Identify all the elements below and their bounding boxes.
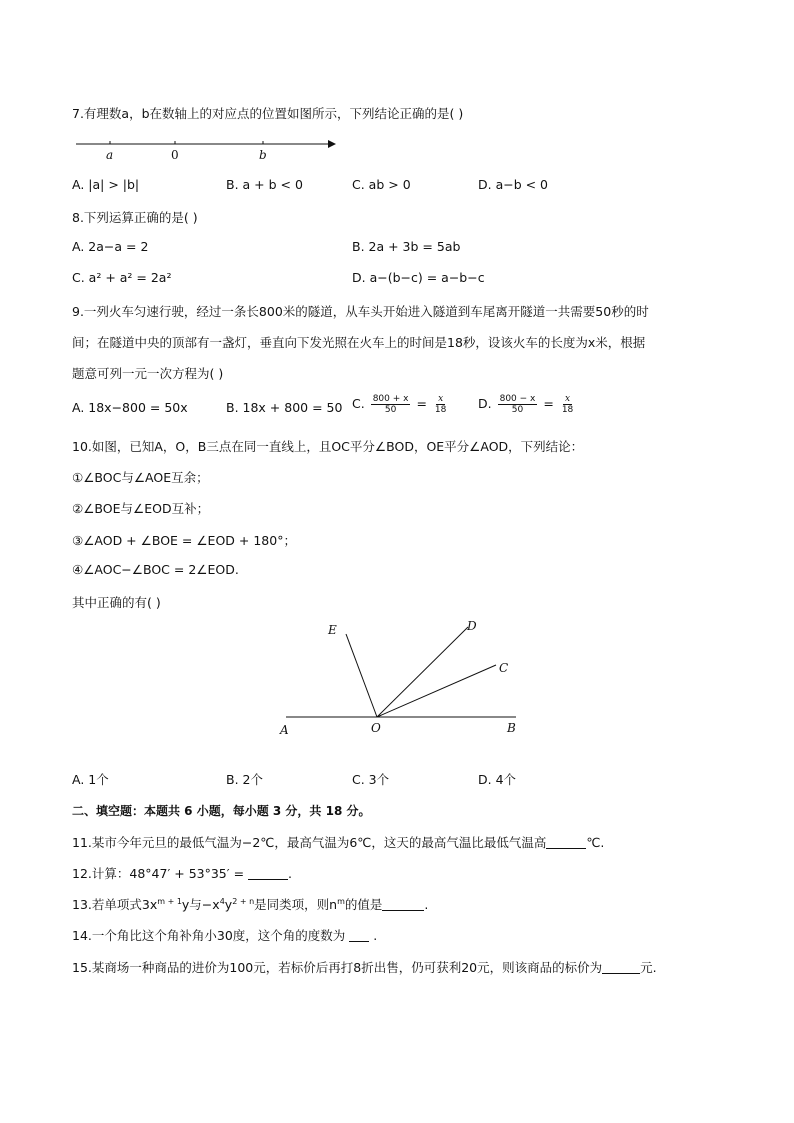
q13-sup1: m + 1 (157, 896, 182, 906)
q10-stem: 10.如图，已知A，O，B三点在同一直线上，且OC平分∠BOD，OE平分∠AOD，下列结论： (72, 439, 584, 454)
q10-ask: 其中正确的有( ) (72, 595, 161, 610)
q7-number-line (72, 132, 342, 166)
numberline-label-a: a (106, 148, 114, 162)
q9-c-equals: = (416, 396, 427, 411)
q12-text: 12.计算：48°47′ + 53°35′ = (72, 866, 245, 881)
q14 (72, 926, 377, 944)
figure-label-c: C (499, 661, 509, 675)
q13-sup4: m (337, 896, 345, 906)
q13-mid4: 的值是 (344, 897, 383, 912)
q10-option-b: B. 2个 (226, 772, 263, 787)
figure-label-e: E (328, 623, 337, 637)
q9-option-d-left-fraction (498, 394, 538, 415)
q7-option-b: B. a + b < 0 (226, 177, 303, 192)
q13-tail: . (424, 897, 429, 912)
q9-d-right-denominator: 18 (561, 405, 574, 415)
figure-label-a: A (280, 723, 289, 737)
q9-option-c-right-fraction (433, 394, 448, 415)
q9-option-c-left-fraction (371, 394, 411, 415)
q10-statement-4: ④∠AOC−∠BOC = 2∠EOD. (72, 562, 239, 577)
q9-line3: 题意可列一元一次方程为( ) (72, 366, 224, 381)
q9-option-d-right-fraction (560, 394, 575, 415)
q8-option-b: B. 2a + 3b = 5ab (352, 239, 461, 254)
q9-option-d (478, 394, 577, 415)
q9-d-denominator: 50 (511, 405, 524, 415)
q10-statement-3: ③∠AOD + ∠BOE = ∠EOD + 180°； (72, 533, 296, 548)
q11-tail: ℃. (586, 835, 605, 850)
q15-tail: 元. (640, 960, 657, 975)
q7-option-c: C. ab > 0 (352, 177, 411, 192)
q9-c-denominator: 50 (384, 405, 397, 415)
q9-option-c (352, 394, 450, 415)
q8-option-d: D. a−(b−c) = a−b−c (352, 270, 485, 285)
q9-option-a: A. 18x−800 = 50x (72, 400, 188, 415)
q12-answer-blank[interactable] (248, 867, 288, 880)
q8-option-c: C. a² + a² = 2a² (72, 270, 172, 285)
q13-answer-blank[interactable] (382, 898, 424, 911)
figure-label-o: O (371, 721, 381, 735)
q14-answer-blank[interactable] (349, 929, 369, 942)
q9-option-b: B. 18x + 800 = 50 (226, 400, 343, 415)
q14-tail: . (373, 928, 378, 943)
figure-label-d: D (467, 619, 477, 633)
q12 (72, 864, 292, 882)
q15-answer-blank[interactable] (602, 961, 640, 974)
section-2-heading: 二、填空题：本题共 6 小题，每小题 3 分，共 18 分。 (72, 804, 371, 818)
q10-option-a: A. 1个 (72, 772, 109, 787)
q13-mid2: y (224, 897, 233, 912)
q7-option-d: D. a−b < 0 (478, 177, 549, 192)
q13-sup2: 4 (219, 896, 225, 906)
q15 (72, 958, 657, 976)
q10-statement-2: ②∠BOE与∠EOD互补； (72, 501, 210, 516)
q13-sup3: 2 + n (232, 896, 255, 906)
q9-c-numerator: 800 + x (372, 394, 409, 404)
numberline-label-zero: 0 (171, 148, 179, 162)
q14-text: 14.一个角比这个角补角小30度，这个角的度数为 (72, 928, 346, 943)
q13-text: 13.若单项式3x (72, 897, 158, 912)
numberline-label-b: b (259, 148, 267, 162)
q13-mid3: 是同类项，则n (254, 897, 338, 912)
q10-option-c: C. 3个 (352, 772, 390, 787)
q9-line2: 间；在隧道中央的顶部有一盏灯，垂直向下发光照在火车上的时间是18秒，设该火车的长度为x米，根据 (72, 335, 646, 350)
q10-option-d: D. 4个 (478, 772, 517, 787)
figure-label-b: B (507, 721, 516, 735)
q9-d-numerator: 800 − x (499, 394, 536, 404)
q9-c-right-denominator: 18 (434, 405, 447, 415)
q10-angle-figure (270, 612, 530, 742)
q9-option-d-label: D. (478, 396, 492, 411)
q11-answer-blank[interactable] (546, 836, 586, 849)
q13 (72, 895, 428, 913)
q11 (72, 833, 604, 851)
q9-d-equals: = (543, 396, 554, 411)
q7-option-a: A. |a| > |b| (72, 177, 140, 192)
q13-mid1: y与−x (181, 897, 220, 912)
q8-stem: 8.下列运算正确的是( ) (72, 210, 198, 225)
q9-line1: 9.一列火车匀速行驶，经过一条长800米的隧道，从车头开始进入隧道到车尾离开隧道一共需要50秒的时 (72, 304, 649, 319)
q9-c-right-numerator: x (438, 394, 444, 404)
q11-text: 11.某市今年元旦的最低气温为−2℃，最高气温为6℃，这天的最高气温比最低气温高 (72, 835, 547, 850)
q8-option-a: A. 2a−a = 2 (72, 239, 149, 254)
q9-d-right-numerator: x (565, 394, 571, 404)
q15-text: 15.某商场一种商品的进价为100元，若标价后再打8折出售，仍可获利20元，则该商品的标价为 (72, 960, 603, 975)
q9-option-c-label: C. (352, 396, 365, 411)
q7-stem: 7.有理数a，b在数轴上的对应点的位置如图所示，下列结论正确的是( ) (72, 106, 464, 121)
q10-statement-1: ①∠BOC与∠AOE互余； (72, 470, 209, 485)
q12-tail: . (288, 866, 293, 881)
